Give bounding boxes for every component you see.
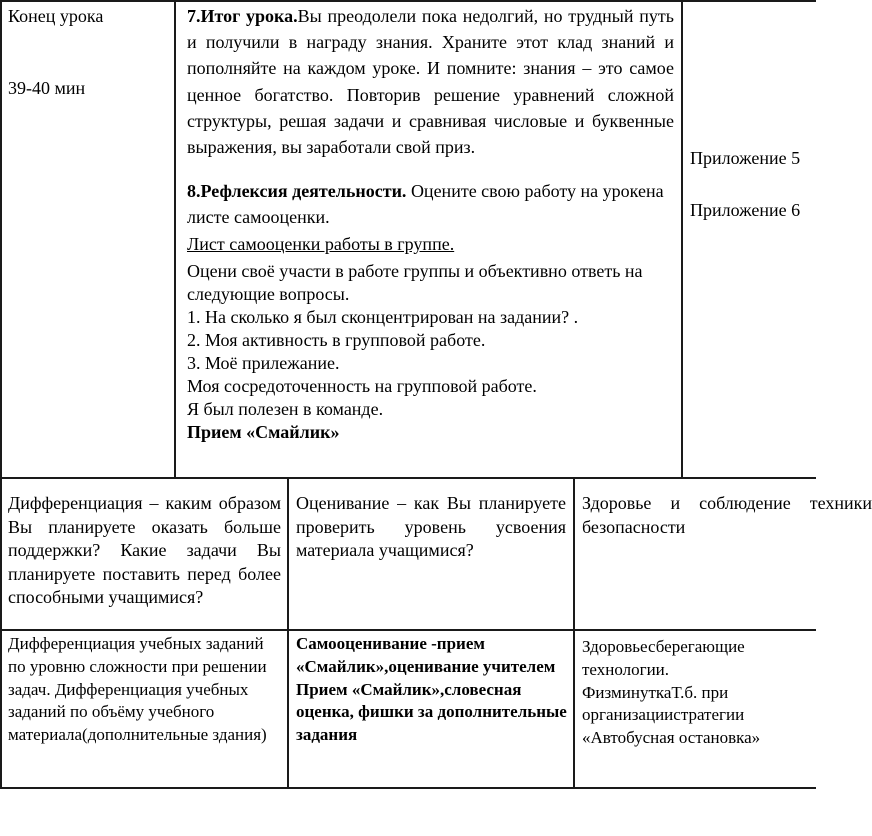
table-border-bottom [0, 787, 816, 789]
stage-cell [8, 3, 172, 473]
health-header-text: Здоровье и соблюдение техники безопасности [582, 493, 872, 537]
row-divider-2 [0, 629, 816, 631]
col-divider-bottom-2 [573, 478, 575, 788]
question-1: 1. На сколько я был сконцентрирован на задании? . [187, 307, 579, 328]
self-assessment-sheet-title: Лист самооценки работы в группе. [187, 234, 455, 255]
stage-label: Конец урока [8, 6, 104, 26]
summary-heading: 7.Итог урока. [187, 6, 298, 26]
health-content-line-1: Здоровьесберегающие технологии. [582, 637, 745, 679]
health-content-cell [582, 636, 812, 786]
appendix-5-label: Приложение 5 [690, 148, 801, 168]
appendix-6-label: Приложение 6 [690, 200, 801, 220]
assessment-content-cell [296, 633, 568, 785]
duration-label: 39-40 мин [8, 78, 86, 98]
question-3: 3. Моё прилежание. [187, 353, 340, 374]
health-header-line-1 [582, 492, 872, 539]
health-header-cell [582, 492, 872, 627]
differentiation-content-cell [8, 633, 284, 785]
assessment-content: Самооценивание -прием «Смайлик»,оценивание учителем Прием «Смайлик»,словесная оценка, фишки за дополнительные задания [296, 634, 567, 745]
col-divider-top-2 [681, 0, 683, 478]
differentiation-header: Дифференциация – каким образом Вы планируете оказать больше поддержки? Какие задачи Вы планируете поставить перед более способными учащимися? [8, 493, 281, 607]
smiley-method: Прием «Смайлик» [187, 422, 340, 443]
reflection-text: Оцените свою работу на урокена листе самооценки. [187, 181, 664, 228]
row-divider-1 [0, 477, 816, 479]
activity-cell [187, 3, 674, 475]
useful-line: Я был полезен в команде. [187, 399, 384, 420]
table-border-left [0, 0, 2, 789]
summary-text: Вы преодолели пока недолгий, но трудный путь и получили в награду знания. Храните этот клад знаний и пополняйте на каждом уроке. И помните: знания – это самое ценное богатство. Повторив решение уравнений сложной структуры, решая задачи и сравнивая числовые и буквенные выражения, вы заработали свой приз. [187, 6, 674, 158]
assessment-header-cell [296, 492, 566, 627]
differentiation-content: Дифференциация учебных заданий по уровню сложности при решении задач. Дифференциация учебных заданий по объёму учебного материала(дополнительные здания) [8, 634, 267, 745]
col-divider-bottom-1 [287, 478, 289, 788]
summary-paragraph [187, 3, 674, 160]
differentiation-header-cell [8, 492, 281, 627]
question-2: 2. Моя активность в групповой работе. [187, 330, 486, 351]
reflection-paragraph [187, 178, 674, 230]
reflection-heading: 8.Рефлексия деятельности. [187, 181, 407, 202]
table-border-top [0, 0, 816, 2]
health-content-line-2: ФизминуткаТ.б. при организациистратегии «Автобусная остановка» [582, 682, 761, 748]
instruction-text: Оцени своё участи в работе группы и объективно ответь на следующие вопросы. [187, 261, 643, 305]
focus-line: Моя сосредоточенность на групповой работе. [187, 376, 537, 397]
resources-cell [690, 145, 816, 245]
assessment-header: Оценивание – как Вы планируете проверить уровень усвоения материала учащимися? [296, 493, 566, 560]
col-divider-top-1 [174, 0, 176, 478]
